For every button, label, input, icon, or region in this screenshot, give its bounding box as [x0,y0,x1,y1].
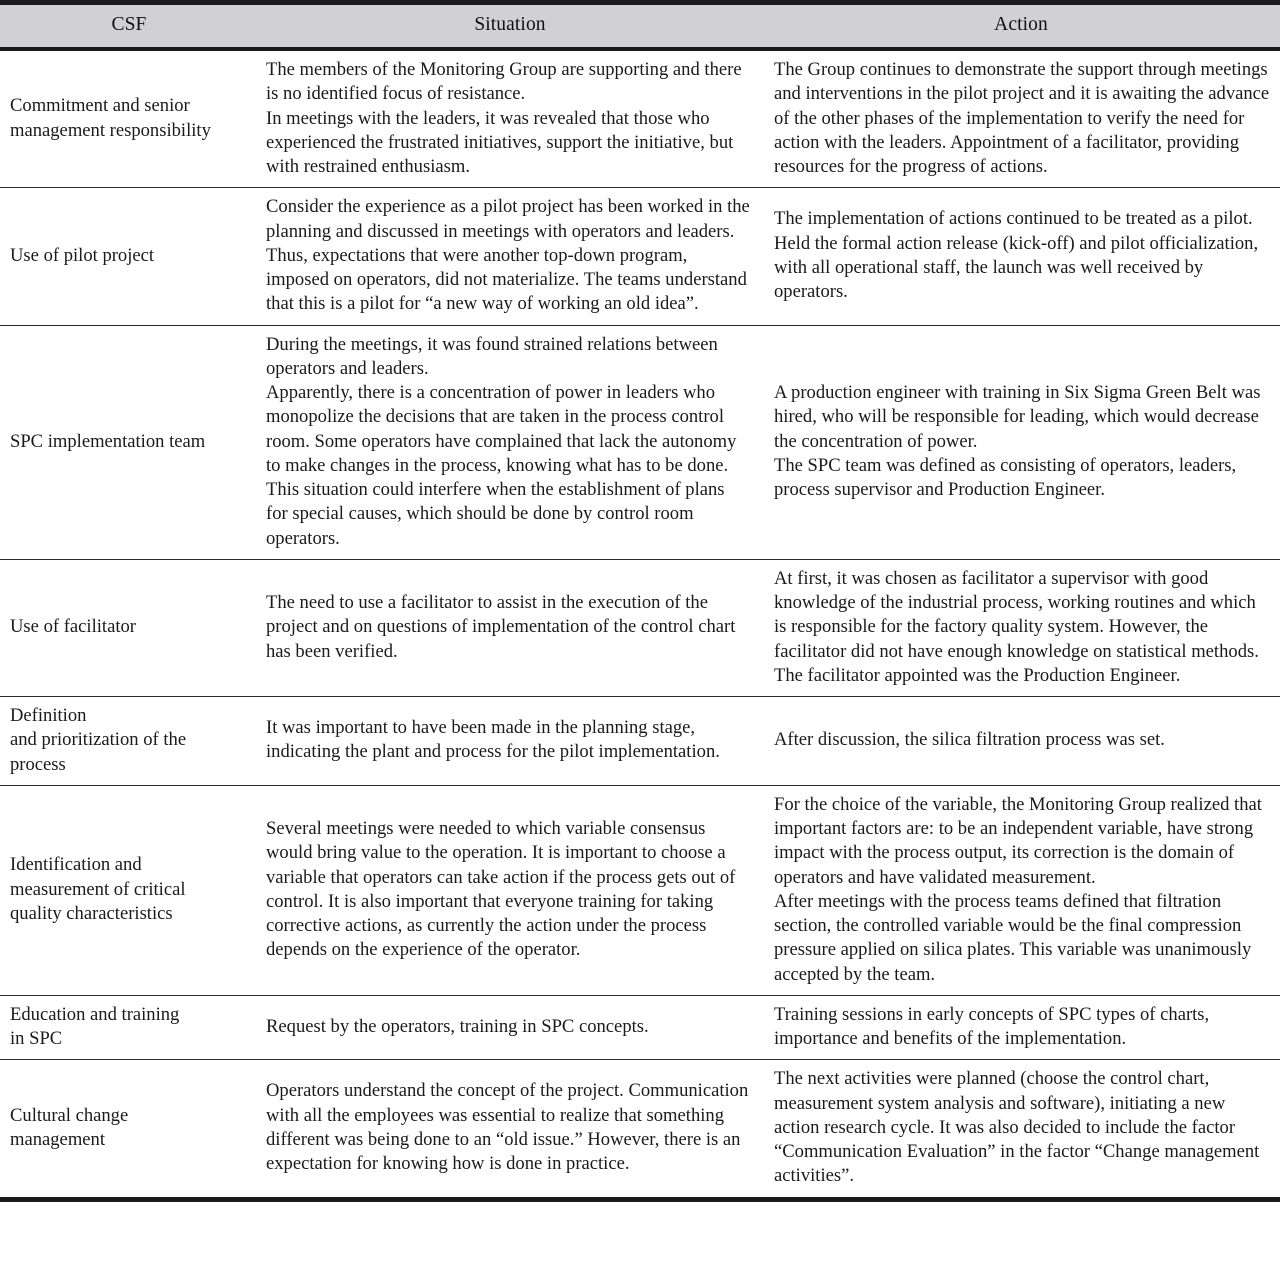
cell-action [762,325,1280,559]
situation-paragraph: The members of the Monitoring Group are supporting and there is no identified focus of resistance. [266,59,742,105]
csf-label-line: process [10,753,66,775]
csf-label-line: management [10,1128,105,1150]
action-paragraph: At first, it was chosen as facilitator a supervisor with good knowledge of the industrial process, working routines and which is responsible for the factory quality system. However, the facilitator did not have enough knowledge on statistical methods. The facilitator appointed was the Production Engineer. [774,567,1259,686]
csf-label-line: measurement of critical [10,878,186,900]
cell-action [762,697,1280,786]
cell-csf [0,1060,258,1197]
situation-paragraph: Consider the experience as a pilot project has been worked in the planning and discussed in meetings with operators and leaders. Thus, expectations that were another top-down program, imposed on operators, did not materialize. The teams understand that this is a pilot for “a new way of working an old idea”. [266,196,750,315]
action-paragraph: A production engineer with training in Six Sigma Green Belt was hired, who will be responsible for leading, which would decrease the concentration of power. [774,382,1261,452]
csf-label-line: in SPC [10,1028,63,1049]
column-header-csf: CSF [0,5,258,49]
table-row [0,188,1280,325]
cell-situation [258,697,762,786]
column-header-action: Action [762,5,1280,49]
situation-paragraph: Request by the operators, training in SPC concepts. [266,1015,649,1037]
situation-paragraph: Apparently, there is a concentration of power in leaders who monopolize the decisions that are taken in the process control room. Some operators have complained that lack the autonomy to make changes in the process, knowing what has to be done. This situation could interfere when the establishment of plans for special causes, which should be done by control room operators. [266,382,737,549]
cell-action [762,1060,1280,1197]
csf-label-line: SPC implementation team [10,430,206,452]
csf-label-line: Definition [10,705,87,726]
csf-label-line: Use of facilitator [10,616,136,638]
cell-situation [258,325,762,559]
table-row [0,995,1280,1060]
table-row [0,49,1280,188]
cell-action [762,49,1280,188]
csf-label-line: Education and training [10,1003,180,1025]
action-paragraph: The implementation of actions continued to be treated as a pilot. [774,208,1253,230]
cell-situation [258,995,762,1060]
cell-csf [0,49,258,188]
action-paragraph: After discussion, the silica filtration process was set. [774,729,1165,751]
table-header [0,5,1280,49]
cell-situation [258,785,762,995]
table-row [0,697,1280,786]
cell-csf [0,559,258,696]
table-body [0,49,1280,1197]
csf-label-line: Cultural change [10,1104,129,1126]
action-paragraph: After meetings with the process teams defined that filtration section, the controlled variable would be the final compression pressure applied on silica plates. This variable was unanimously accepted by the team. [774,890,1252,985]
table-row [0,785,1280,995]
cell-action [762,995,1280,1060]
situation-paragraph: It was important to have been made in the planning stage, indicating the plant and process for the pilot implementation. [266,717,720,763]
csf-situation-action-table [0,5,1280,1197]
action-paragraph: The next activities were planned (choose the control chart, measurement system analysis and software), initiating a new action research cycle. It was also decided to include the factor “Communication Evaluation” in the factor “Change management activities”. [774,1068,1260,1187]
cell-csf [0,697,258,786]
cell-action [762,785,1280,995]
table-row [0,559,1280,696]
table-row [0,1060,1280,1197]
csf-label-line: Use of pilot project [10,244,155,266]
action-paragraph: Held the formal action release (kick-off) and pilot officialization, with all operational staff, the launch was well received by operators. [774,232,1259,303]
cell-situation [258,49,762,188]
action-paragraph: Training sessions in early concepts of SPC types of charts, importance and benefits of the implementation. [774,1003,1210,1049]
csf-label-line: management responsibility [10,119,211,141]
situation-paragraph: During the meetings, it was found strained relations between operators and leaders. [266,333,718,379]
action-paragraph: The Group continues to demonstrate the support through meetings and interventions in the pilot project and it is awaiting the advance of the other phases of the implementation to verify the need for action with the leaders. Appointment of a facilitator, providing resources for the progress of actions. [774,59,1270,177]
action-paragraph: The SPC team was defined as consisting of operators, leaders, process supervisor and Production Engineer. [774,454,1237,500]
situation-paragraph: Operators understand the concept of the project. Communication with all the employees was essential to realize that something different was being done to an “old issue.” However, there is an expectation for knowing how is done in practice. [266,1080,749,1175]
cell-action [762,559,1280,696]
action-paragraph: For the choice of the variable, the Monitoring Group realized that important factors are: to be an independent variable, have strong impact with the process output, its correction is the domain of operators and have validated measurement. [774,793,1262,888]
cell-situation [258,188,762,325]
column-header-situation: Situation [258,5,762,49]
situation-paragraph: The need to use a facilitator to assist in the execution of the project and on questions of implementation of the control chart has been verified. [266,592,736,662]
cell-csf [0,785,258,995]
cell-csf [0,995,258,1060]
header-row [0,5,1280,49]
cell-situation [258,559,762,696]
situation-paragraph: Several meetings were needed to which variable consensus would bring value to the operation. It is important to choose a variable that operators can take action if the process gets out of control. It is also important that everyone training for taking corrective actions, as currently the action under the process depends on the experience of the operator. [266,818,736,961]
cell-action [762,188,1280,325]
csf-label-line: Identification and [10,854,142,876]
table-row [0,325,1280,559]
cell-situation [258,1060,762,1197]
cell-csf [0,325,258,559]
csf-label-line: and prioritization of the [10,729,187,751]
cell-csf [0,188,258,325]
csf-label-line: Commitment and senior [10,95,190,117]
csf-label-line: quality characteristics [10,902,173,924]
situation-paragraph: In meetings with the leaders, it was revealed that those who experienced the frustrated initiatives, support the initiative, but with restrained enthusiasm. [266,107,734,177]
